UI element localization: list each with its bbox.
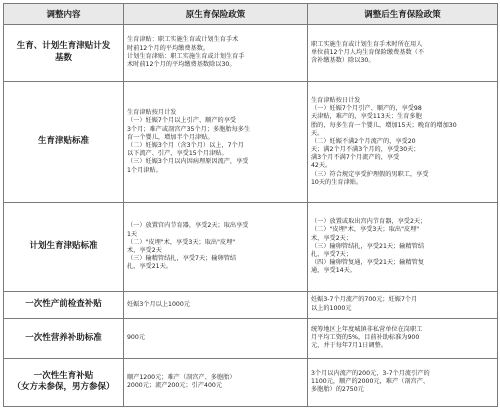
text-line: 10天的生育津贴。	[311, 178, 363, 186]
text-line: （一）妊娠7个月以上引产、顺产的享受	[127, 117, 237, 125]
text-line: 1100元，顺产的2000元，难产（剖宫产、	[311, 378, 430, 386]
text-line: 妊娠3个月以上1000元	[127, 300, 190, 308]
text-line: 生育津贴：职工实施生育或计划生育手术	[127, 36, 239, 44]
text-line: 42天。	[311, 162, 332, 170]
text-line: 时前12个月的平均缴费基数。	[127, 44, 210, 52]
row-item-allowance-base	[4, 25, 124, 82]
text-line: 3个月；难产或剖宫产35个月；多胞胎每多生	[127, 125, 251, 133]
text-line: （一）放置宫内节育器，享受2天；取出享受	[127, 222, 249, 230]
table-row	[4, 25, 498, 82]
table-row	[4, 318, 498, 358]
text-line: 术，享受2天	[127, 246, 162, 254]
item-line: 基数	[54, 52, 72, 63]
text-line: 2000元；流产200元；引产400元	[127, 382, 223, 390]
new-policy-cell	[308, 203, 498, 291]
header-adjustment-content: 调整内容	[4, 4, 124, 25]
text-line: 以下流产、引产，享受15个月津贴。	[127, 150, 228, 158]
policy-comparison-table	[3, 3, 498, 407]
text-line: 天津贴，难产的，享受113天；生育多胞	[311, 113, 422, 121]
text-line: 生育津贴按日计发	[311, 96, 361, 104]
table-row	[4, 358, 498, 406]
old-policy-cell	[124, 25, 308, 82]
text-line: （三）输卵管结扎，享受21天；输精管结	[311, 242, 425, 250]
text-line: 月平均工资的5%，目前补助标准为900	[311, 334, 420, 342]
row-item-birth-subsidy	[4, 358, 124, 406]
new-policy-cell	[308, 318, 498, 358]
text-line: （二）"皮埋"术，享受3天；取出"皮埋"	[311, 226, 420, 234]
old-policy-cell	[124, 318, 308, 358]
new-policy-cell	[308, 291, 498, 318]
text-line: 育一个婴儿，增加半个月津贴。	[127, 133, 214, 141]
text-line: 含补缴基数）除以30。	[311, 56, 375, 64]
text-line: 1个月津贴。	[127, 166, 162, 174]
text-line: （三）输精管结扎，享受7天；输卵管结	[127, 255, 237, 263]
old-policy-cell	[124, 358, 308, 406]
text-line: 职工实施生育或计划生育手术时所在用人	[311, 40, 423, 48]
text-line: 妊娠3-7个月流产的700元；妊娠7个月	[311, 296, 418, 304]
text-line: 术，享受2天；	[311, 234, 353, 242]
table-row	[4, 81, 498, 203]
text-line: 多胞胎）的2750元	[311, 386, 364, 394]
row-item-nutrition-subsidy	[4, 318, 124, 358]
item-line: 生育、计划生育津贴计发	[16, 41, 111, 52]
text-line: 统筹地区上年度城镇非私营单位在岗职工	[311, 325, 423, 333]
text-line: 计划生育津贴：职工实施生育或计划生育手	[127, 52, 245, 60]
text-line: 通，享受14天。	[311, 267, 356, 275]
text-line: 1天	[127, 230, 138, 238]
table-header-row	[4, 4, 498, 25]
item-line: 一次性生育补贴	[33, 370, 94, 381]
text-line: 3个月以内流产的200元，3-7个月流引产的	[311, 370, 430, 378]
text-line: （四）输卵管复通，享受21天；输精管复	[311, 259, 425, 267]
text-line: （二）妊娠不满2个月流产的，享受20	[311, 137, 416, 145]
item-line: 一次性营养补助标准	[25, 332, 102, 343]
text-line: 扎，享受21天。	[127, 263, 172, 271]
text-line: 天；满2个月不满3个月的，享受30天；	[311, 146, 420, 154]
text-line: （二）"皮埋"术，享受3天；取出"皮埋"	[127, 238, 236, 246]
text-line: （三）符合规定享受护理假的男职工，享受	[311, 170, 429, 178]
new-policy-cell	[308, 25, 498, 82]
text-line: 扎，享受7天；	[311, 251, 353, 259]
text-line: 900元	[127, 334, 145, 342]
item-line: （女方未参保，男方参保）	[12, 382, 115, 393]
old-policy-cell	[124, 81, 308, 203]
old-policy-cell	[124, 291, 308, 318]
text-line: （一）放置或取出宫内节育器，享受2天；	[311, 218, 427, 226]
row-item-prenatal-checkup-subsidy	[4, 291, 124, 318]
text-line: （三）妊娠3个月以内因病理原因流产，享受	[127, 158, 249, 166]
text-line: 胎的，每多生育一个婴儿，增加15天；晚育的增加30	[311, 121, 457, 129]
text-line: 元，并于每年7月1日调整。	[311, 342, 387, 350]
table-row	[4, 203, 498, 291]
table-row	[4, 291, 498, 318]
text-line: 术时前12个月的平均缴费基数除以30。	[127, 61, 236, 69]
text-line: 顺产1200元；难产（剖宫产、多胞胎）	[127, 374, 236, 382]
header-original-policy: 原生育保险政策	[124, 4, 308, 25]
text-line: 天。	[311, 129, 324, 137]
old-policy-cell	[124, 203, 308, 291]
text-line: （二）妊娠3个月（含3个月）以上，7个月	[127, 142, 244, 150]
row-item-maternity-allowance	[4, 81, 124, 203]
text-line: 单位前12个月人均生育保险缴费基数（不	[311, 48, 425, 56]
text-line: 以上的1000元	[311, 304, 352, 312]
item-line: 一次性产前检查补贴	[25, 298, 102, 309]
new-policy-cell	[308, 81, 498, 203]
new-policy-cell	[308, 358, 498, 406]
row-item-family-planning-allowance	[4, 203, 124, 291]
text-line: （一）妊娠7个月引产、顺产的，享受98	[311, 105, 422, 113]
text-line: 生育津贴按月计发	[127, 109, 177, 117]
item-line: 计划生育津贴标准	[29, 241, 98, 252]
item-line: 生育津贴标准	[37, 136, 89, 147]
header-adjusted-policy: 调整后生育保险政策	[308, 4, 498, 25]
text-line: 满3个月不满7个月流产的，享受	[311, 154, 400, 162]
